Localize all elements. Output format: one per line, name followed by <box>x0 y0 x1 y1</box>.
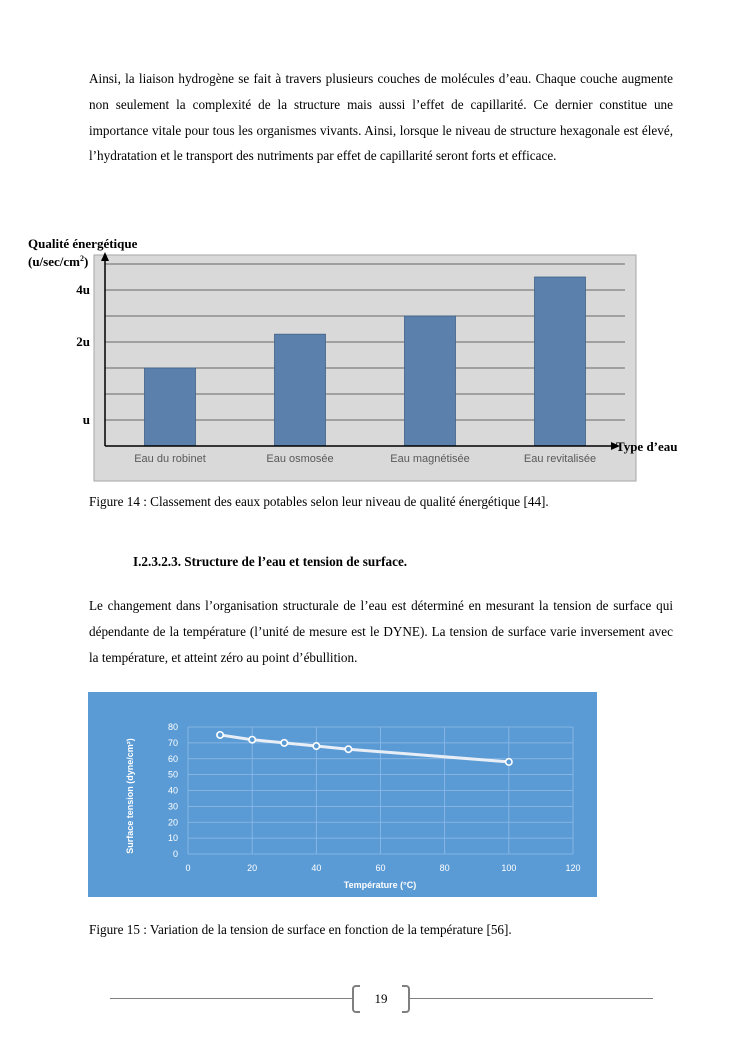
surface-tension-line-chart <box>88 692 597 897</box>
y-tick-label: 30 <box>167 801 178 812</box>
y-tick-label: 60 <box>167 753 178 764</box>
bar-4 <box>535 277 586 446</box>
data-point-3 <box>281 740 287 746</box>
y-tick-label: 80 <box>167 722 178 732</box>
x-axis-label: Type d’eau <box>616 439 678 454</box>
y-tick-label: u <box>82 412 90 427</box>
y-tick-label: 4u <box>76 282 90 297</box>
category-label: Eau revitalisée <box>523 453 597 465</box>
category-label: Eau magnétisée <box>390 453 470 465</box>
x-tick-label: 80 <box>439 863 450 873</box>
energy-quality-bar-chart <box>0 230 700 490</box>
footer-rule-left <box>110 998 352 999</box>
intro-paragraph: Ainsi, la liaison hydrogène se fait à travers plusieurs couches de molécules d’eau. Chaque couche augmente non seulement la complexité de la structure mais aussi l’effet de capillarité. Ce dernier constitue une importance vitale pour tous les organismes vivants. Ainsi, lorsque le niveau de structure hexagonale est élevé, l’hydratation et le transport des nutriments par effet de capillarité seront forts et efficace. <box>89 71 673 164</box>
y-tick-label: 10 <box>167 833 178 844</box>
page-number: 19 <box>374 991 388 1006</box>
figure15-caption: Figure 15 : Variation de la tension de surface en fonction de la température [56]. <box>89 922 512 937</box>
y-tick-label: 2u <box>76 334 90 349</box>
footer-rule-right <box>410 998 653 999</box>
category-label: Eau du robinet <box>134 453 206 465</box>
y-axis-label-line1: Qualité énergétique <box>28 236 138 251</box>
x-tick-label: 0 <box>185 863 191 873</box>
bar-1 <box>145 368 196 446</box>
bar-3 <box>405 316 456 446</box>
bar-2 <box>275 334 326 446</box>
chart-background <box>88 692 597 897</box>
figure14-caption: Figure 14 : Classement des eaux potables selon leur niveau de qualité énergétique [44]. <box>89 494 549 509</box>
y-axis-label: Surface tension (dyne/cm²) <box>125 738 135 854</box>
y-tick-label: 40 <box>167 785 178 796</box>
x-axis-label: Température (°C) <box>343 880 417 890</box>
data-point-6 <box>506 759 512 765</box>
x-tick-label: 60 <box>375 863 386 873</box>
section-heading: I.2.3.2.3. Structure de l’eau et tension de surface. <box>133 554 408 569</box>
page-number-bracket-right <box>402 985 410 1013</box>
y-tick-label: 20 <box>167 817 178 828</box>
category-label: Eau osmosée <box>266 453 334 465</box>
y-tick-label: 50 <box>167 769 178 780</box>
data-point-1 <box>217 732 223 738</box>
x-tick-label: 20 <box>247 863 258 873</box>
surface-tension-paragraph: Le changement dans l’organisation structurale de l’eau est déterminé en mesurant la tension de surface qui dépendante de la température (l’unité de mesure est le DYNE). La tension de surface varie inversement avec la température, et atteint zéro au point d’ébullition. <box>89 598 673 665</box>
data-point-4 <box>313 743 319 749</box>
y-tick-label: 0 <box>172 849 178 859</box>
y-tick-label: 70 <box>167 737 178 748</box>
y-axis-label-unit: $(u/\sec/cm^2)$ <box>28 254 89 269</box>
x-tick-label: 120 <box>565 863 581 873</box>
data-point-2 <box>249 737 255 743</box>
data-point-5 <box>345 746 351 752</box>
x-tick-label: 100 <box>501 863 517 873</box>
x-tick-label: 40 <box>311 863 322 873</box>
